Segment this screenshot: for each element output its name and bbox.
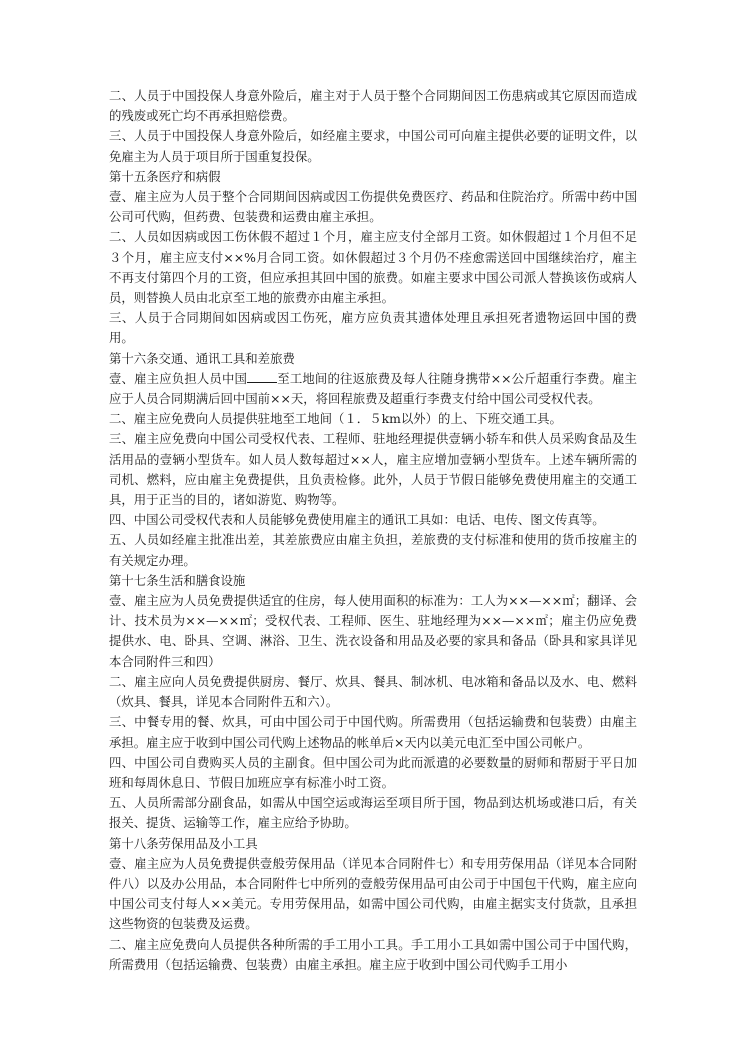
paragraph: 五、人员所需部分副食品，如需从中国空运或海运至项目所于国，物品到达机场或港口后，有关报关、提货、运输等工作，雇主应给予协助。 [109,795,637,831]
paragraph: 二、雇主应向人员免费提供厨房、餐厅、炊具、餐具、制冰机、电冰箱和备品以及水、电、燃料（炊具、餐具，详见本合同附件五和六）。 [109,673,637,710]
section-heading: 第十八条劳保用品及小工具 [109,835,258,851]
paragraph-part: 至工地间的往返旅费及每人往随身携带××公斤超重行李费。雇主应于人员合同期满后回中国前××天，将回程旅费及超重行李费支付给中国公司受权代表。 [109,370,638,407]
paragraph: 壹、雇主应为人员免费提供壹般劳保用品（详见本合同附件七）和专用劳保用品（详见本合同附件八）以及办公用品，本合同附件七中所列的壹般劳保用品可由公司于中国包干代购，雇主应向中国公司支付每人××美元。专用劳保用品，如需中国公司代购，由雇主据实支付货款，且承担这些物资的包装费及运费。 [109,855,637,932]
paragraph [109,369,637,409]
section-heading: 第十六条交通、通讯工具和差旅费 [109,350,295,366]
paragraph-part: 壹、雇主应负担人员中国 [109,370,248,386]
section-heading: 第十七条生活和膳食设施 [109,572,246,588]
paragraph: 四、中国公司受权代表和人员能够免费使用雇主的通讯工具如：电话、电传、图文传真等。 [109,512,605,528]
paragraph: 三、人员于中国投保人身意外险后，如经雇主要求，中国公司可向雇主提供必要的证明文件，以免雇主为人员于项目所于国重复投保。 [109,128,637,164]
document-page [109,86,637,975]
paragraph: 壹、雇主应为人员于整个合同期间因病或因工伤提供免费医疗、药品和住院治疗。所需中药中国公司可代购，但药费、包装费和运费由雇主承担。 [109,189,637,225]
paragraph: 三、雇主应免费向中国公司受权代表、工程师、驻地经理提供壹辆小轿车和供人员采购食品及生活用品的壹辆小型货车。如人员人数每超过××人，雇主应增加壹辆小型货车。上述车辆所需的司机、燃料，应由雇主免费提供，且负责检修。此外，人员于节假日能够免费使用雇主的交通工具，用于正当的目的，诸如游览、购物等。 [109,431,637,508]
paragraph: 五、人员如经雇主批准出差，其差旅费应由雇主负担，差旅费的支付标准和使用的货币按雇主的有关规定办理。 [109,532,637,568]
section-heading: 第十五条医疗和病假 [109,168,221,184]
paragraph: 二、人员如因病或因工伤休假不超过１个月，雇主应支付全部月工资。如休假超过１个月但不足３个月，雇主应支付××%月合同工资。如休假超过３个月仍不痊愈需送回中国继续治疗，雇主不再支付第四个月的工资，但应承担其回中国的旅费。如雇主要求中国公司派人替换该伤或病人员，则替换人员由北京至工地的旅费亦由雇主承担。 [109,229,637,306]
paragraph: 二、雇主应免费向人员提供驻地至工地间（１．５km以外）的上、下班交通工具。 [109,411,562,427]
paragraph: 壹、雇主应为人员免费提供适宜的住房，每人使用面积的标准为：工人为××—××㎡；翻译、会计、技术员为××—××㎡；受权代表、工程师、医生、驻地经理为××—××㎡；雇主仍应免费提供水、电、卧具、空调、淋浴、卫生、洗衣设备和用品及必要的家具和备品（卧具和家具详见本合同附件三和四） [109,593,637,669]
fill-in-blank [247,370,277,383]
paragraph: 二、雇主应免费向人员提供各种所需的手工用小工具。手工用小工具如需中国公司于中国代购，所需费用（包括运输费、包装费）由雇主承担。雇主应于收到中国公司代购手工用小 [109,936,637,972]
paragraph: 三、人员于合同期间如因病或因工伤死，雇方应负责其遗体处理且承担死者遗物运回中国的费用。 [109,310,637,346]
paragraph: 四、中国公司自费购买人员的主副食。但中国公司为此而派遣的必要数量的厨师和帮厨于平日加班和每周休息日、节假日加班应享有标准小时工资。 [109,754,637,790]
paragraph: 三、中餐专用的餐、炊具，可由中国公司于中国代购。所需费用（包括运输费和包装费）由雇主承担。雇主应于收到中国公司代购上述物品的帐单后×天内以美元电汇至中国公司帐户。 [109,714,637,750]
paragraph: 二、人员于中国投保人身意外险后，雇主对于人员于整个合同期间因工伤患病或其它原因而造成的残废或死亡均不再承担赔偿费。 [109,88,637,124]
